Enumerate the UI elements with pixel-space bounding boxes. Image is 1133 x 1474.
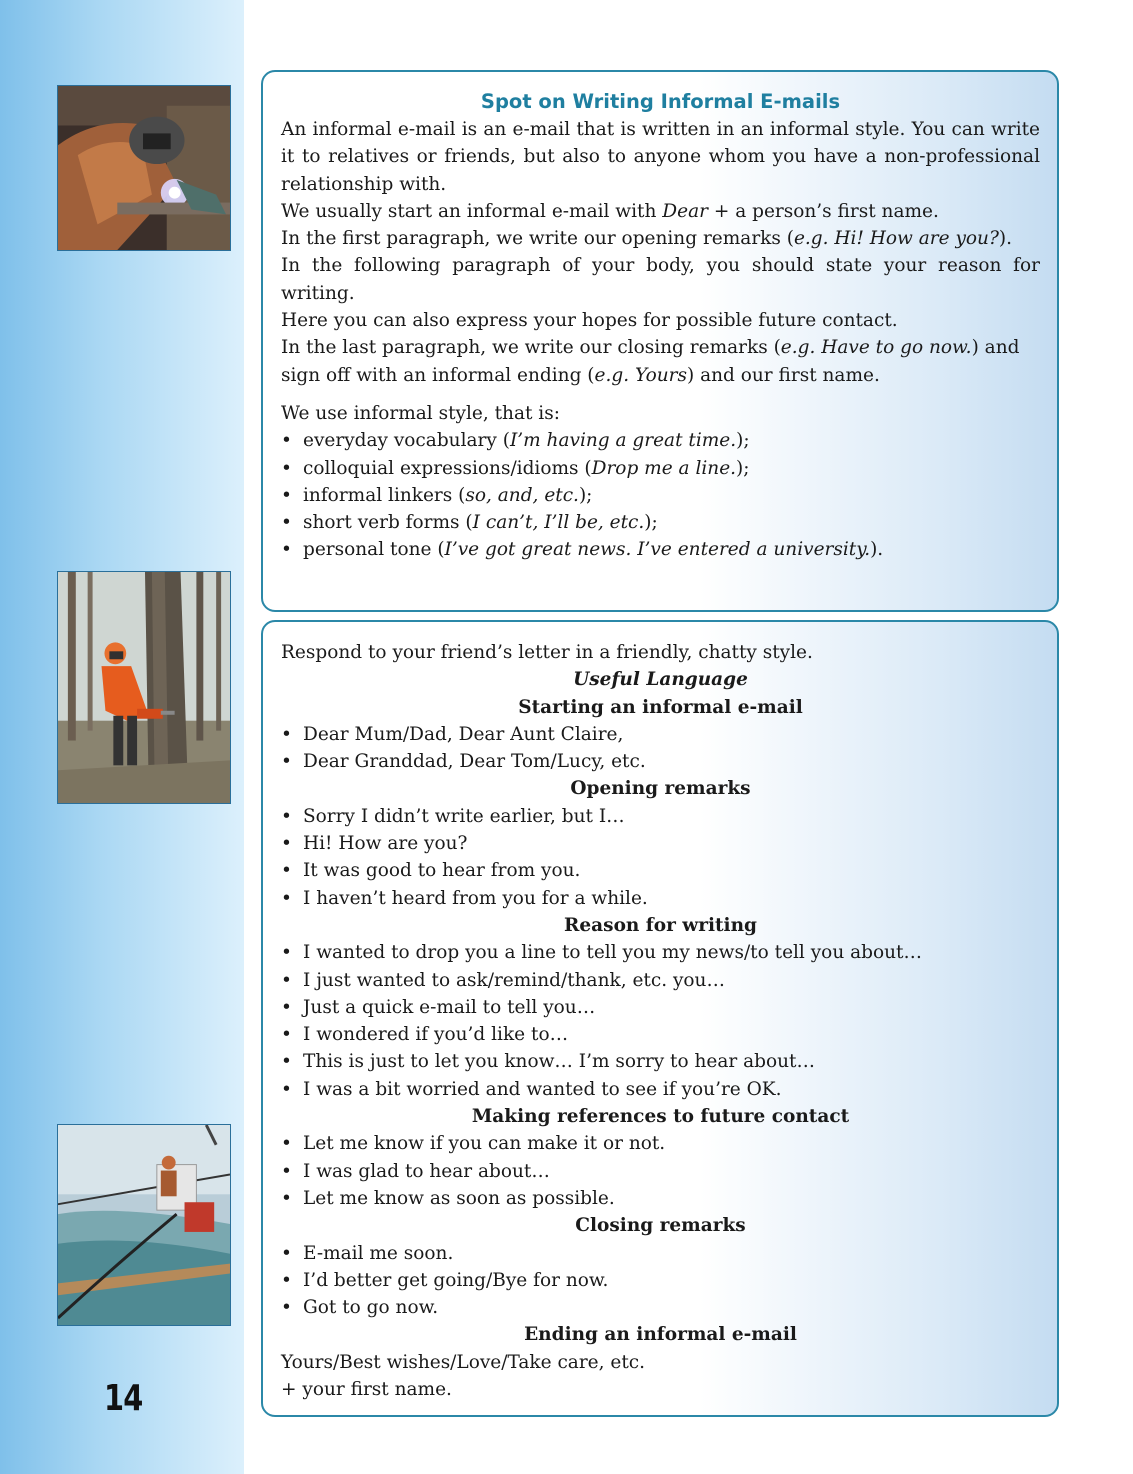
welder-photo <box>57 85 231 251</box>
useful-language-box <box>261 620 1059 1417</box>
list-item: • I haven’t heard from you for a while. <box>281 885 1040 912</box>
lineman-photo <box>57 1124 231 1326</box>
section-list <box>281 721 1040 776</box>
page-number: 14 <box>104 1378 143 1419</box>
section-heading: Starting an informal e-mail <box>518 696 803 718</box>
task-instruction: Respond to your friend’s letter in a friendly, chatty style. <box>281 642 813 663</box>
list-item: • I’d better get going/Bye for now. <box>281 1267 1040 1294</box>
section-list <box>281 803 1040 912</box>
list-item: • I just wanted to ask/remind/thank, etc. you… <box>281 967 1040 994</box>
list-item: • Just a quick e-mail to tell you… <box>281 994 1040 1021</box>
list-item: • personal tone (I’ve got great news. I’ve entered a university.). <box>281 536 1040 563</box>
list-item: • Let me know as soon as possible. <box>281 1185 1040 1212</box>
section-heading: Opening remarks <box>570 778 751 800</box>
paragraph-body: In the following paragraph of your body, you should state your reason for writing. <box>281 255 1040 304</box>
lumberjack-photo <box>57 571 231 804</box>
list-item: • Dear Mum/Dad, Dear Aunt Claire, <box>281 721 1040 748</box>
list-item: • Let me know if you can make it or not. <box>281 1130 1040 1157</box>
paragraph-intro: An informal e-mail is an e-mail that is written in an informal style. You can write it to relatives or friends, but also to anyone whom you have a non-professional relationship with. <box>281 119 1040 195</box>
style-list <box>281 427 1040 563</box>
section-heading: Reason for writing <box>564 914 757 936</box>
list-item: • I wondered if you’d like to… <box>281 1021 1040 1048</box>
style-intro: We use informal style, that is: <box>281 402 560 424</box>
section-heading: Closing remarks <box>575 1215 746 1237</box>
list-item: • Hi! How are you? <box>281 830 1040 857</box>
list-item: • short verb forms (I can’t, I’ll be, etc.); <box>281 509 1040 536</box>
list-item: • Sorry I didn’t write earlier, but I… <box>281 803 1040 830</box>
list-item: • It was good to hear from you. <box>281 857 1040 884</box>
paragraph-hopes: Here you can also express your hopes for possible future contact. <box>281 310 898 332</box>
paragraph-last: In the last paragraph, we write our closing remarks (e.g. Have to go now.) and sign off with an informal ending (e.g. Yours) and our first name. <box>281 337 1020 386</box>
list-item: • Dear Granddad, Dear Tom/Lucy, etc. <box>281 748 1040 775</box>
useful-language-heading: Useful Language <box>573 669 748 691</box>
section-list <box>281 939 1040 1103</box>
paragraph-first: In the first paragraph, we write our opening remarks (e.g. Hi! How are you?). <box>281 228 1012 250</box>
list-item: • informal linkers (so, and, etc.); <box>281 482 1040 509</box>
list-item: • This is just to let you know… I’m sorry to hear about… <box>281 1048 1040 1075</box>
spot-on-writing-box <box>261 70 1059 612</box>
paragraph-start: We usually start an informal e-mail with Dear + a person’s first name. <box>281 200 939 222</box>
list-item: • everyday vocabulary (I’m having a great time.); <box>281 427 1040 454</box>
list-item: • I wanted to drop you a line to tell you my news/to tell you about… <box>281 939 1040 966</box>
section-heading: Making references to future contact <box>471 1106 850 1128</box>
list-item: • Got to go now. <box>281 1294 1040 1321</box>
box-title: Spot on Writing Informal E-mails <box>480 90 841 113</box>
ending-line: + your first name. <box>281 1379 452 1401</box>
section-heading: Ending an informal e-mail <box>524 1324 797 1346</box>
section-list <box>281 1240 1040 1322</box>
list-item: • I was glad to hear about… <box>281 1158 1040 1185</box>
list-item: • E-mail me soon. <box>281 1240 1040 1267</box>
ending-line: Yours/Best wishes/Love/Take care, etc. <box>281 1351 646 1373</box>
list-item: • I was a bit worried and wanted to see if you’re OK. <box>281 1076 1040 1103</box>
list-item: • colloquial expressions/idioms (Drop me a line.); <box>281 455 1040 482</box>
section-list <box>281 1130 1040 1212</box>
